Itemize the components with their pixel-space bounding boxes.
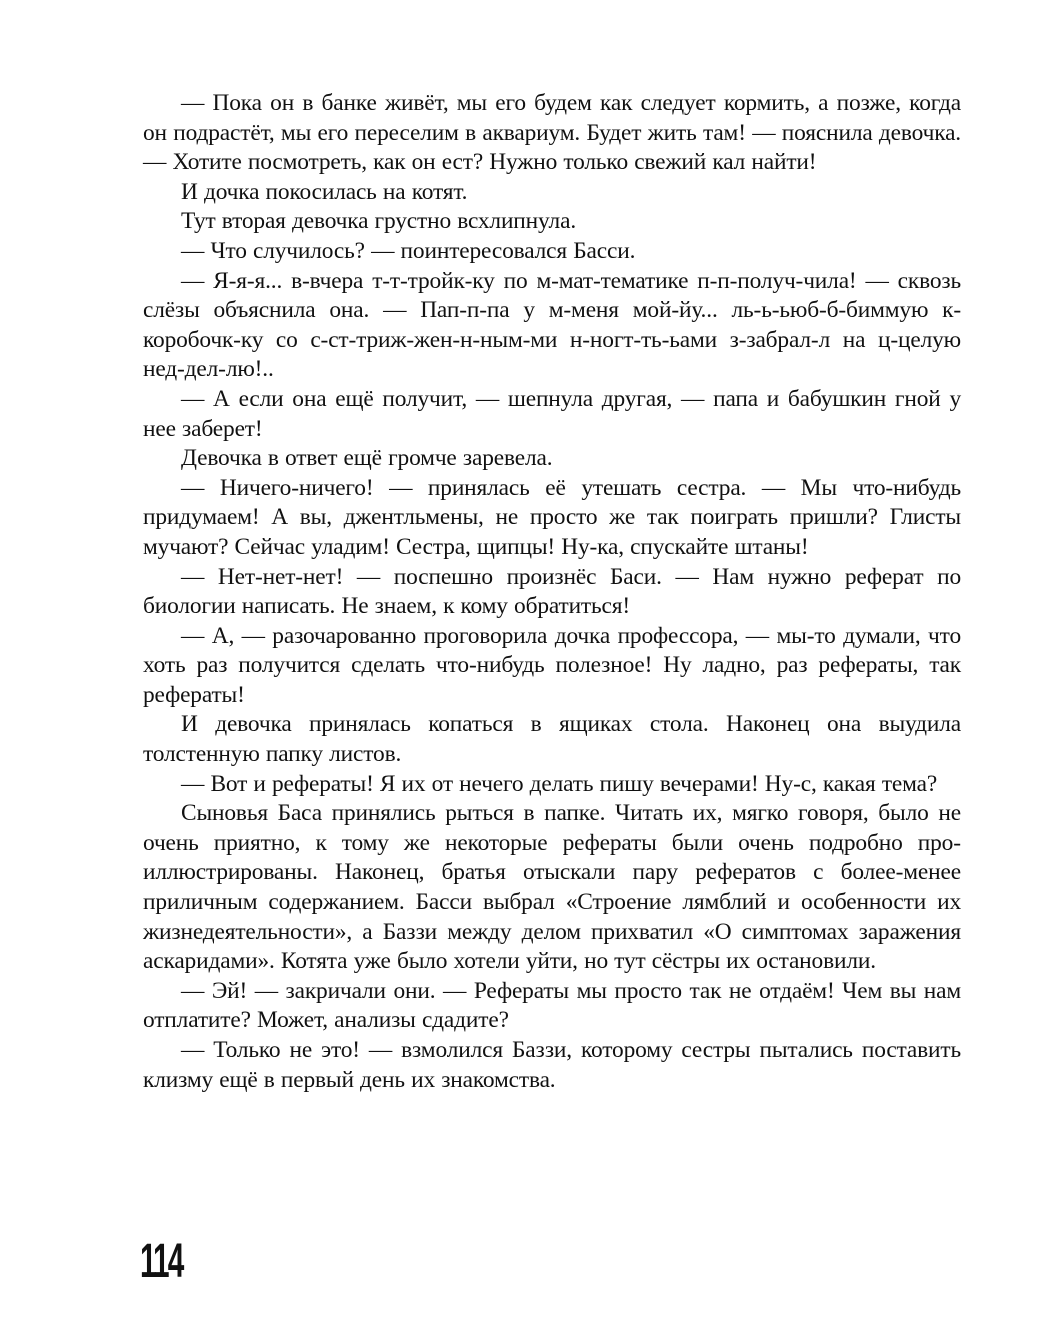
paragraph: — Пока он в банке живёт, мы его будем как следует кормить, а позже, когда он подрастёт, мы его переселим в аквариум. Будет жить там! — пояснила девочка. — Хотите посмотреть, как он ест? Нужно только свежий кал найти! xyxy=(143,90,961,176)
paragraph: И дочка покосилась на котят. xyxy=(181,178,468,205)
paragraph: — А если она ещё получит, — шепнула другая, — папа и бабушкин гной у нее заберет! xyxy=(143,385,961,442)
paragraph: Сыновья Баса принялись рыться в папке. Читать их, мягко говоря, было не очень приятно, к тому же некоторые рефераты были очень подробно проиллюстрированы. Наконец, братья отыскали пару рефератов с более-менее приличным содержанием. Басси выбрал «Строение лямблий и особенности их жизнедеятельности», а Баззи между делом прихватил «О симптомах заражения аскаридами». Котята уже было хотели уйти, но тут сёстры их остановили. xyxy=(143,800,961,975)
paragraph: — Нет-нет-нет! — поспешно произнёс Баси. — Нам нужно реферат по биологии написать. Не знаем, к кому обратиться! xyxy=(143,563,961,620)
paragraph: — Вот и рефераты! Я их от нечего делать пишу вечерами! Ну-с, какая тема? xyxy=(181,770,938,797)
paragraph: — Я-я-я... в-вчера т-т-тройк-ку по м-мат-тематике п-п-получ-чила! — сквозь слёзы объяснила она. — Пап-п-па у м-меня мой-йу... ль-ь-ьюб-б-биммую к-коробочк-ку со с-ст-триж-жен-н-ным-ми н-ногт-ть-ьами з-забрал-л на ц-целую нед-дел-лю!.. xyxy=(143,267,961,383)
paragraph: Девочка в ответ ещё громче заревела. xyxy=(181,445,553,472)
paragraph: — Эй! — закричали они. — Рефераты мы просто так не отдаём! Чем вы нам отплатите? Может, анализы сдадите? xyxy=(143,977,961,1034)
page-body xyxy=(143,89,961,1095)
paragraph: Тут вторая девочка грустно всхлипнула. xyxy=(181,208,577,235)
paragraph: — Что случилось? — поинтересовался Басси. xyxy=(181,237,636,264)
page-number: 114 xyxy=(140,1235,183,1288)
paragraph: — Ничего-ничего! — принялась её утешать сестра. — Мы что-нибудь придумаем! А вы, джентльмены, не просто же так поиграть пришли? Глисты мучают? Сейчас уладим! Сестра, щипцы! Ну-ка, спускайте штаны! xyxy=(143,474,961,560)
paragraph: — Только не это! — взмолился Баззи, которому сестры пытались поставить клизму ещё в первый день их знакомства. xyxy=(143,1037,961,1093)
paragraph: И девочка принялась копаться в ящиках стола. Наконец она выудила толстенную папку листов. xyxy=(143,711,961,768)
paragraph: — А, — разочарованно проговорила дочка профессора, — мы-то думали, что хоть раз получится сделать что-нибудь полезное! Ну ладно, раз рефераты, так рефераты! xyxy=(143,622,961,708)
